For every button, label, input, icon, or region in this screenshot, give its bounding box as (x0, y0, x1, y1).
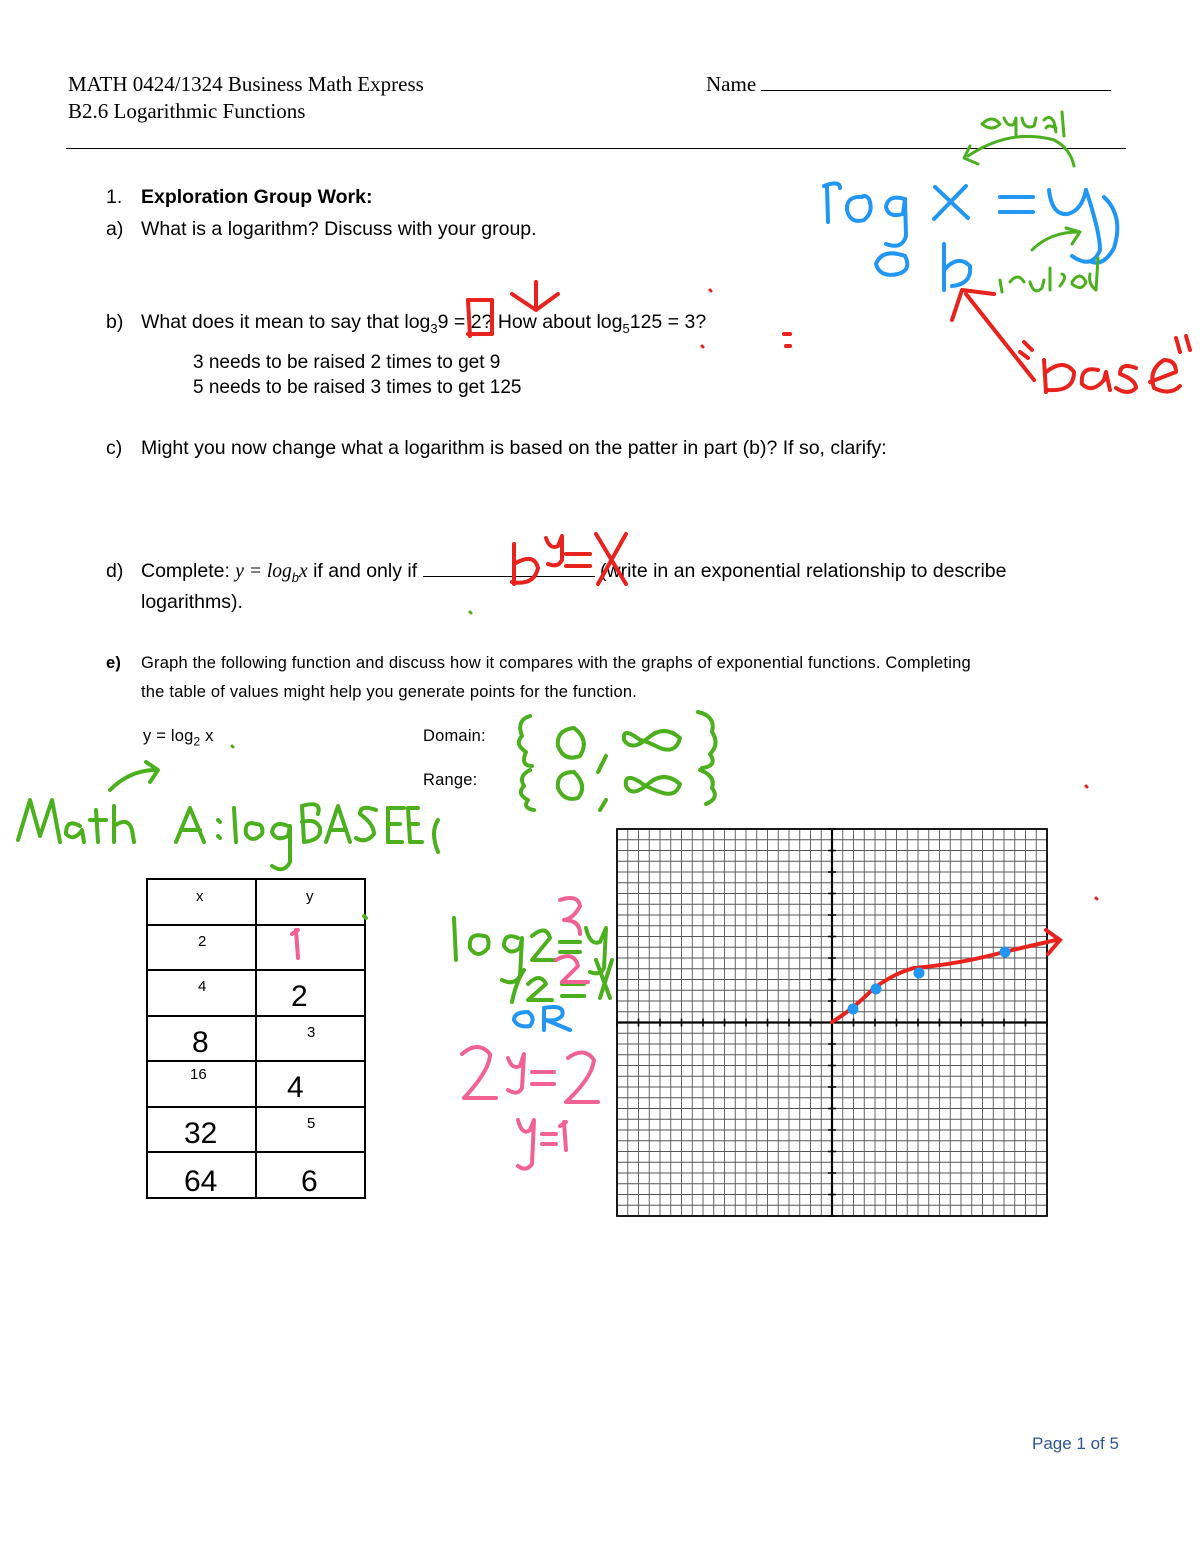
part-d-label: d) (106, 560, 124, 582)
part-a-text: What is a logarithm? Discuss with your group. (141, 218, 537, 240)
part-d-text: Complete: $y = \log_bx$ if and only if (write in an exponential relationship to describe (141, 560, 1007, 585)
ink-log-definition (824, 183, 1117, 290)
ink-base-arrow (952, 290, 1190, 392)
part-c-label: c) (106, 437, 123, 459)
section-title: B2.6 Logarithmic Functions (68, 99, 306, 123)
part-e-label: e) (106, 654, 122, 672)
ink-specks (702, 290, 1097, 899)
ink-or (514, 1007, 570, 1030)
ink-pink-work (292, 898, 598, 1169)
table-cell[interactable]: 2 (256, 970, 365, 1016)
part-b-answer-2: 5 needs to be raised 3 times to get 125 (193, 377, 522, 398)
ink-part-b-marks (468, 282, 790, 346)
range-label: Range: (423, 771, 478, 789)
part-b-text: What does it mean to say that $\log_39 = 2$? How about $\log_5125 = 3$? (141, 311, 707, 336)
problem-title: Exploration Group Work: (141, 186, 373, 208)
table-header-x: x (147, 879, 256, 925)
part-e-text-2: the table of values might help you generate points for the function. (141, 683, 638, 701)
table-cell[interactable]: 4 (256, 1061, 365, 1107)
ink-domain-range (519, 712, 716, 810)
part-b-label: b) (106, 311, 124, 333)
table-cell[interactable]: 16 (147, 1061, 256, 1107)
problem-number: 1. (106, 186, 123, 208)
part-e-text-1: Graph the following function and discuss how it compares with the graphs of exponential functions. Completing (141, 654, 971, 672)
ink-log2-work (454, 918, 612, 1002)
part-a-label: a) (106, 218, 124, 240)
table-header-y: y (256, 879, 365, 925)
table-cell[interactable]: 3 (256, 1016, 365, 1062)
table-cell[interactable]: 2 (147, 925, 256, 971)
table-cell[interactable]: 4 (147, 970, 256, 1016)
table-cell[interactable]: 32 (147, 1107, 256, 1153)
part-b-answer-1: 3 needs to be raised 2 times to get 9 (193, 352, 501, 373)
ink-exponential-answer (512, 534, 626, 584)
table-cell[interactable]: 64 (147, 1152, 256, 1198)
table-cell[interactable]: 6 (256, 1152, 365, 1198)
page-number: Page 1 of 5 (1032, 1434, 1119, 1453)
name-label: Name (706, 72, 757, 96)
part-c-text: Might you now change what a logarithm is based on the patter in part (b)? If so, clarify: (141, 437, 887, 459)
course-title: MATH 0424/1324 Business Math Express (68, 72, 424, 96)
table-cell[interactable]: 8 (147, 1016, 256, 1062)
ink-math-logbase (18, 762, 438, 918)
part-d-text-cont: logarithms). (141, 591, 243, 613)
function-label: $y = \log_2 x$ (143, 727, 214, 749)
ink-equal-raised (964, 112, 1098, 292)
table-cell[interactable]: 5 (256, 1107, 365, 1153)
domain-label: Domain: (423, 727, 486, 745)
